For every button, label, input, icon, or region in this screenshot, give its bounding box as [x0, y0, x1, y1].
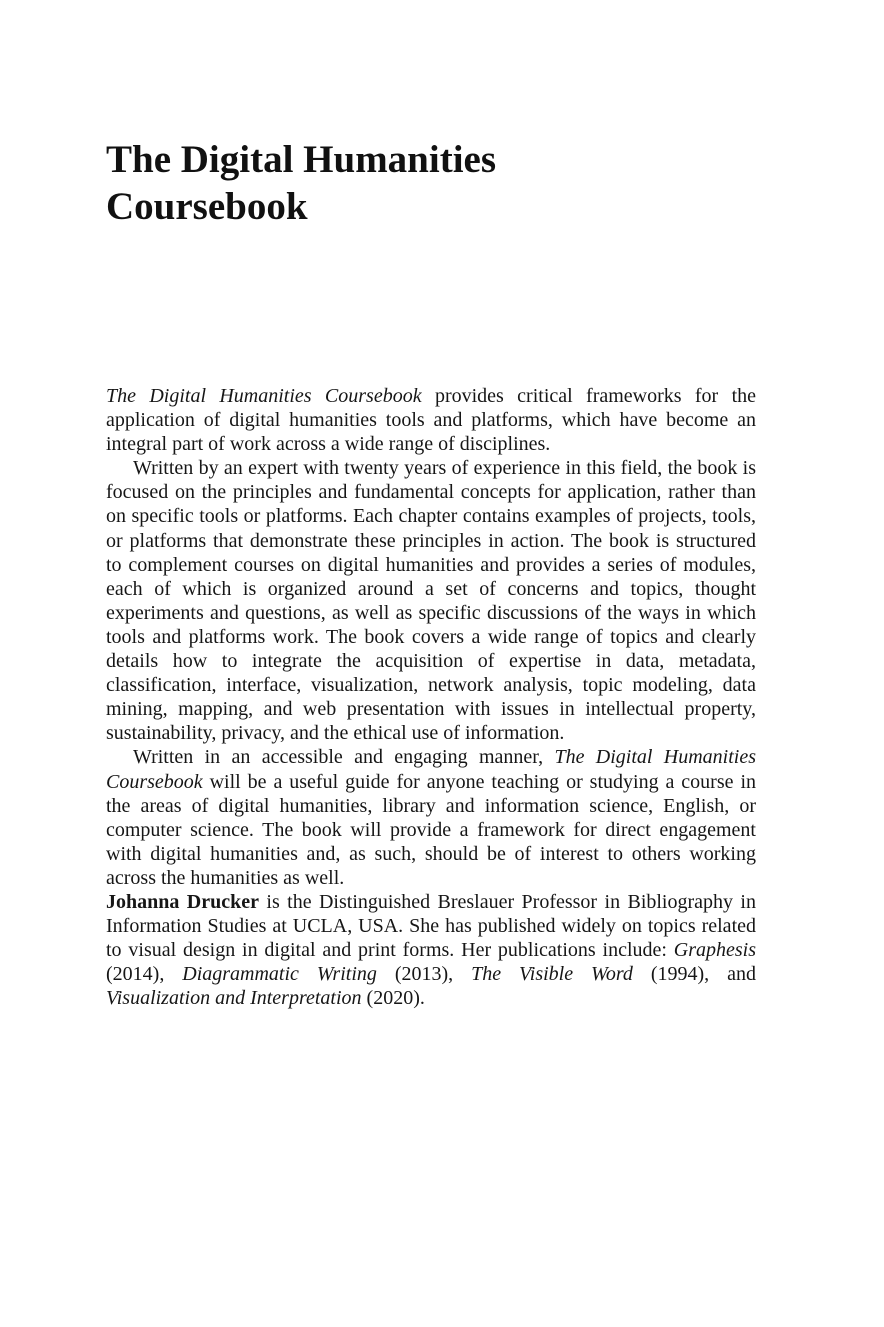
book-title-line-2: Coursebook	[106, 185, 308, 229]
description-paragraph-2: Written by an expert with twenty years of experience in this field, the book is focused on the principles and fundamental concepts for application, rather than on specific tools or platforms. Each chapter contains examples of projects, tools, or platforms that demonstrate these principles in action. The book is structured to complement courses on digital humanities and provides a series of modules, each of which is organized around a set of concerns and topics, thought experiments and questions, as well as specific discussions of the ways in which tools and platforms work. The book covers a wide range of topics and clearly details how to integrate the acquisition of expertise in data, metadata, classification, interface, visualization, network analysis, topic modeling, data mining, mapping, and web presentation with issues in intellectual property, sustainability, privacy, and the ethical use of information.	[106, 457, 756, 745]
book-title	[106, 136, 666, 230]
description-paragraph-1: The Digital Humanities Coursebook provides critical frameworks for the application of digital humanities tools and platforms, which have become an integral part of work across a wide range of disciplines.	[106, 385, 756, 456]
author-bio: Johanna Drucker is the Distinguished Breslauer Professor in Bibliography in Information Studies at UCLA, USA. She has published widely on topics related to visual design in digital and print forms. Her publications include: Graphesis (2014), Diagrammatic Writing (2013), The Visible Word (1994), and Visualization and Interpretation (2020).	[106, 890, 756, 1010]
description-paragraph-3: Written in an accessible and engaging manner, The Digital Humanities Coursebook will be a useful guide for anyone teaching or studying a course in the areas of digital humanities, library and information science, English, or computer science. The book will provide a framework for direct engagement with digital humanities and, as such, should be of interest to others working across the humanities as well.	[106, 746, 756, 889]
book-description	[106, 384, 756, 1010]
book-title-line-1: The Digital Humanities	[106, 138, 497, 182]
